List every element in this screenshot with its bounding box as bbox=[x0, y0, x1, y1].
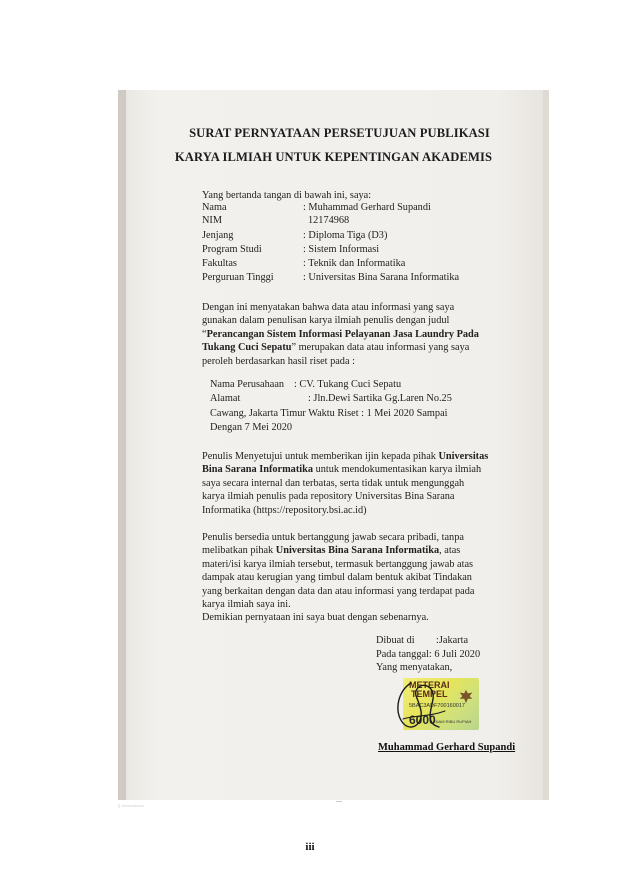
stamp-amount: 6000 bbox=[409, 713, 436, 727]
page-number: iii bbox=[305, 841, 315, 853]
stamp-serial: 5BAC3ADF700160017 bbox=[409, 703, 465, 709]
company-address-label: Alamat bbox=[210, 393, 241, 404]
para1-quote-open: “ bbox=[202, 328, 207, 340]
intro-text: Yang bertanda tangan di bawah ini, saya: bbox=[202, 190, 372, 201]
field-value-perguruan: : Universitas Bina Sarana Informatika bbox=[303, 272, 460, 283]
scan-edge-left bbox=[118, 90, 126, 800]
para2-univ-part2: Bina Sarana Informatika bbox=[202, 464, 313, 476]
para2-line1-text: Penulis Menyetujui untuk memberikan ijin kepada pihak bbox=[202, 451, 439, 462]
stamp-line1: METERAI bbox=[409, 680, 450, 690]
para3-line1: Penulis bersedia untuk bertanggung jawab secara pribadi, tanpa bbox=[202, 532, 464, 543]
made-date: Pada tanggal: 6 Juli 2020 bbox=[376, 649, 481, 660]
paragraph-consent bbox=[202, 450, 489, 517]
scan-edge-right bbox=[543, 90, 549, 800]
field-label-perguruan: Perguruan Tinggi bbox=[202, 272, 274, 283]
research-title-part2: Tukang Cuci Sepatu bbox=[202, 342, 292, 354]
company-name-value: : CV. Tukang Cuci Sepatu bbox=[294, 379, 402, 390]
company-line3: Cawang, Jakarta Timur Waktu Riset : 1 Mei 2020 Sampai bbox=[210, 408, 448, 419]
stamp-caption: ENAM RIBU RUPIAH bbox=[433, 719, 472, 724]
field-value-jenjang: : Diploma Tiga (D3) bbox=[303, 230, 388, 241]
field-label-fakultas: Fakultas bbox=[202, 258, 237, 269]
para1-line1: Dengan ini menyatakan bahwa data atau informasi yang saya bbox=[202, 302, 455, 313]
company-line4: Dengan 7 Mei 2020 bbox=[210, 422, 293, 433]
document-title-line1: SURAT PERNYATAAN PERSETUJUAN PUBLIKASI bbox=[189, 126, 490, 140]
paragraph-responsibility bbox=[202, 531, 478, 625]
company-name-label: Nama Perusahaan bbox=[210, 379, 285, 390]
signer-name: Muhammad Gerhard Supandi bbox=[378, 742, 516, 753]
field-value-nim: 12174968 bbox=[308, 215, 350, 226]
paragraph-statement bbox=[202, 301, 478, 368]
para3-line6: karya ilmiah saya ini. bbox=[202, 599, 291, 611]
para1-line4-rest: ” merupakan data atau informasi yang saya bbox=[291, 342, 470, 354]
para2-line5: Informatika (https://repository.bsi.ac.id) bbox=[202, 504, 367, 516]
para3-line5: yang berkaitan dengan data dan atau informasi yang terdapat pada bbox=[202, 585, 475, 597]
para1-line2: gunakan dalam penulisan karya ilmiah penulis dengan judul bbox=[202, 315, 450, 327]
para2-line3: saya secara internal dan terbatas, serta tidak untuk mengunggah bbox=[202, 477, 465, 489]
para2-line1 bbox=[202, 450, 489, 463]
para1-line4 bbox=[202, 341, 478, 354]
para3-line2-pre: melibatkan pihak bbox=[202, 545, 276, 557]
para3-line3: materi/isi karya ilmiah tersebut, termasuk bertanggung jawab atas bbox=[202, 558, 474, 570]
field-label-nama: Nama bbox=[202, 202, 227, 213]
field-label-jenjang: Jenjang bbox=[202, 230, 234, 241]
field-value-prodi: : Sistem Informasi bbox=[303, 244, 380, 255]
para2-line2-text: untuk mendokumentasikan karya ilmiah bbox=[313, 464, 482, 476]
handwritten-signature bbox=[383, 675, 463, 735]
para3-line2 bbox=[202, 544, 478, 557]
para2-line4: karya ilmiah penulis pada repository Universitas Bina Sarana bbox=[202, 491, 455, 503]
company-address-value: : Jln.Dewi Sartika Gg.Laren No.25 bbox=[308, 393, 452, 404]
field-value-fakultas: : Teknik dan Informatika bbox=[303, 258, 406, 269]
scan-watermark: ▯ ▭▭▭▭▭▭ bbox=[118, 803, 144, 808]
para2-line2 bbox=[202, 463, 482, 476]
scanned-document bbox=[118, 90, 549, 800]
footer-dots: ... bbox=[336, 795, 342, 804]
para3-line4: dampak atau kerugian yang timbul dalam bentuk akibat Tindakan bbox=[202, 572, 472, 584]
field-label-prodi: Program Studi bbox=[202, 244, 262, 255]
para1-line5: peroleh berdasarkan hasil riset pada : bbox=[202, 355, 355, 367]
para3-line2-post: , atas bbox=[439, 545, 461, 557]
made-at-value: :Jakarta bbox=[436, 635, 469, 646]
research-title-part1: Perancangan Sistem Informasi Pelayanan Jasa Laundry Pada bbox=[206, 328, 479, 340]
stamp-line2: TEMPEL bbox=[411, 689, 448, 699]
document-title-line2: KARYA ILMIAH UNTUK KEPENTINGAN AKADEMIS bbox=[174, 150, 493, 164]
para2-univ-part1: Universitas bbox=[438, 451, 489, 462]
declarer-label: Yang menyatakan, bbox=[376, 662, 453, 673]
para3-line7: Demikian pernyataan ini saya buat dengan sebenarnya. bbox=[202, 612, 429, 624]
para3-univ: Universitas Bina Sarana Informatika bbox=[275, 545, 440, 557]
made-at-label: Dibuat di bbox=[376, 635, 415, 646]
field-value-nama: : Muhammad Gerhard Supandi bbox=[303, 202, 431, 213]
field-label-nim: NIM bbox=[202, 215, 223, 226]
para1-line3 bbox=[202, 328, 478, 341]
